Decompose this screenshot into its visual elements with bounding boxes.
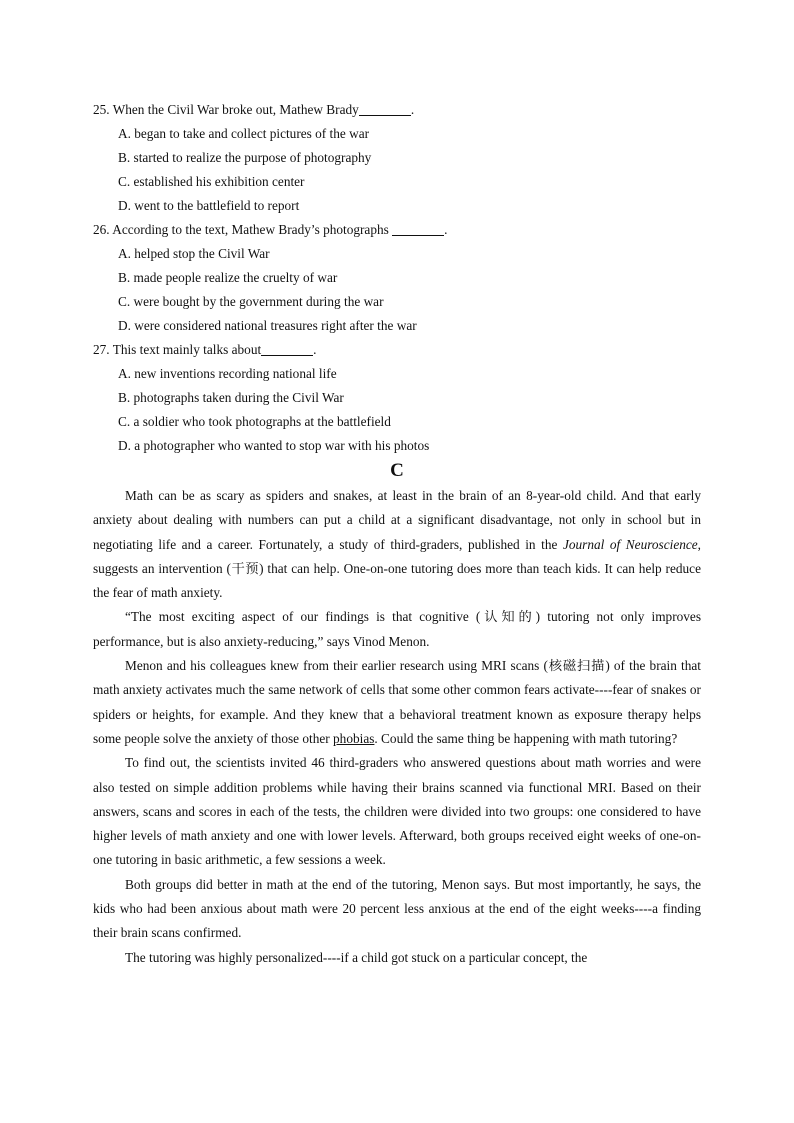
option-c: C. established his exhibition center bbox=[118, 174, 305, 189]
stem-text: 26. According to the text, Mathew Brady’s photographs bbox=[93, 222, 393, 237]
option-a: A. helped stop the Civil War bbox=[118, 246, 270, 261]
question-stem bbox=[93, 338, 701, 362]
answer-blank bbox=[261, 341, 313, 356]
option-a: A. new inventions recording national life bbox=[118, 366, 337, 381]
paragraph-6: The tutoring was highly personalized----if a child got stuck on a particular concept, the bbox=[125, 949, 588, 965]
option-d: D. were considered national treasures right after the war bbox=[118, 318, 417, 333]
question-27 bbox=[93, 338, 701, 458]
stem-text: 27. This text mainly talks about bbox=[93, 342, 262, 357]
stem-end: . bbox=[410, 102, 415, 117]
option-d: D. went to the battlefield to report bbox=[118, 198, 300, 213]
question-25 bbox=[93, 98, 701, 218]
journal-title: Journal of Neuroscience bbox=[562, 536, 698, 552]
underlined-word: phobias bbox=[333, 730, 375, 746]
passage bbox=[93, 484, 701, 970]
answer-blank bbox=[359, 101, 411, 116]
paragraph-5: Both groups did better in math at the end of the tutoring, Menon says. But most importantly, he says, the kids who had been anxious about math were 20 percent less anxious at the end of the eight weeks----a finding their brain scans confirmed. bbox=[93, 876, 701, 941]
question-stem bbox=[93, 98, 701, 122]
question-stem bbox=[93, 218, 701, 242]
answer-blank bbox=[392, 221, 444, 236]
paragraph-3: Menon and his colleagues knew from their earlier research using MRI scans (核磁扫描) of the brain that math anxiety activates much the same network of cells that some other common fears activate----fear of snakes or spiders or heights, for example. And they knew that a behavioral treatment known as exposure therapy helps some people solve the anxiety of those other phobias. Could the same thing be happening with math tutoring? bbox=[93, 658, 701, 746]
option-b: B. photographs taken during the Civil War bbox=[118, 390, 344, 405]
question-26 bbox=[93, 218, 701, 338]
stem-text: 25. When the Civil War broke out, Mathew Brady bbox=[93, 102, 359, 117]
paragraph-4: To find out, the scientists invited 46 third-graders who answered questions about math worries and were also tested on simple addition problems while having their brains scanned via functional MRI. Based on their answers, scans and scores in each of the tests, the children were divided into two groups: one considered to have higher levels of math anxiety and one with lower levels. Afterward, both groups received eight weeks of one-on-one tutoring in basic arithmetic, a few sessions a week. bbox=[93, 755, 701, 868]
paragraph-2: “The most exciting aspect of our findings is that cognitive (认知的) tutoring not only improves performance, but is also anxiety-reducing,” says Vinod Menon. bbox=[93, 609, 701, 649]
section-title: C bbox=[390, 460, 404, 481]
option-b: B. made people realize the cruelty of war bbox=[118, 270, 338, 285]
document-page bbox=[93, 98, 701, 970]
option-c: C. were bought by the government during the war bbox=[118, 294, 384, 309]
option-d: D. a photographer who wanted to stop war with his photos bbox=[118, 438, 430, 453]
option-a: A. began to take and collect pictures of the war bbox=[118, 126, 370, 141]
stem-end: . bbox=[313, 342, 317, 357]
option-b: B. started to realize the purpose of photography bbox=[118, 150, 372, 165]
option-c: C. a soldier who took photographs at the battlefield bbox=[118, 414, 391, 429]
stem-end: . bbox=[444, 222, 448, 237]
paragraph-1: Math can be as scary as spiders and snakes, at least in the brain of an 8-year-old child. And that early anxiety about dealing with numbers can put a child at a significant disadvantage, not only in school but in negotiating life and a career. Fortunately, a study of third-graders, published in the Journal of Neuroscience, suggests an intervention (干预) that can help. One-on-one tutoring does more than teach kids. It can help reduce the fear of math anxiety. bbox=[93, 488, 701, 601]
